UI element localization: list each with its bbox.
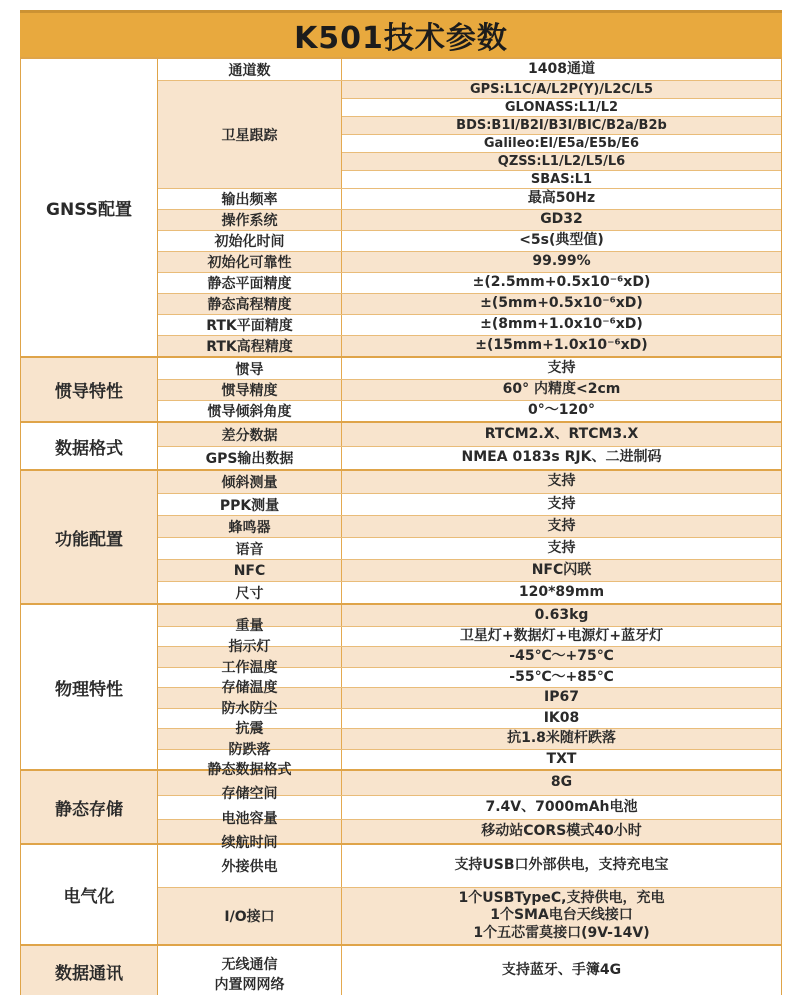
param-label <box>158 401 342 421</box>
param-label <box>158 210 342 230</box>
param-value <box>342 647 781 667</box>
param-value-text: 支持 <box>547 495 576 512</box>
table-row <box>158 335 781 356</box>
param-label-text: 存储空间 <box>221 786 278 802</box>
param-value <box>342 189 781 209</box>
param-label <box>158 315 342 335</box>
table-row <box>158 605 781 635</box>
satellite-band-value: GPS:L1C/A/L2P(Y)/L2C/L5 <box>342 81 781 98</box>
param-value <box>342 560 781 581</box>
param-value-text: IK08 <box>543 709 580 726</box>
table-row <box>158 423 781 446</box>
param-value-text: 支持 <box>547 517 576 534</box>
param-value-text: 支持蓝牙、手簿4G <box>501 962 622 979</box>
satellite-band-value: GLONASS:L1/L2 <box>342 98 781 116</box>
table-row <box>158 493 781 515</box>
table-row <box>158 887 781 944</box>
table-row <box>158 314 781 335</box>
table-row <box>158 946 781 995</box>
param-value-text: 1408通道 <box>528 60 595 77</box>
param-value-line: 1个SMA电台天线接口 <box>490 907 633 924</box>
param-label-text: 卫星跟踪 <box>221 127 278 144</box>
category-cell <box>21 471 158 603</box>
param-label <box>158 252 342 272</box>
section-rows <box>158 423 781 469</box>
param-label-text: 倾斜测量 <box>221 475 278 491</box>
param-value <box>342 447 781 469</box>
table-title: K501技术参数 <box>294 21 508 56</box>
param-label-text: 通道数 <box>228 62 271 79</box>
section-rows <box>158 358 781 421</box>
category-cell <box>21 946 158 995</box>
table-row <box>158 379 781 400</box>
param-label-text: 无线通信 <box>221 957 278 973</box>
table-row <box>158 537 781 559</box>
table-row <box>158 446 781 469</box>
param-value <box>342 820 781 843</box>
param-label <box>158 471 342 493</box>
param-label-text: 语音 <box>235 541 264 558</box>
param-value-text: ±(2.5mm+0.5x10⁻⁶xD) <box>472 274 651 291</box>
param-label <box>158 946 342 995</box>
param-label <box>158 189 342 209</box>
param-label <box>158 59 342 80</box>
table-row <box>158 559 781 581</box>
param-value-text: 0°～120° <box>528 402 595 419</box>
spec-section <box>21 356 781 421</box>
param-value-text: ±(5mm+0.5x10⁻⁶xD) <box>480 295 643 312</box>
param-label <box>158 582 342 603</box>
param-value <box>342 796 781 819</box>
spec-section <box>21 769 781 851</box>
param-value <box>342 538 781 559</box>
satellite-band-value: SBAS:L1 <box>342 170 781 188</box>
param-value <box>342 210 781 230</box>
param-value <box>342 494 781 515</box>
param-value <box>342 750 781 770</box>
param-value-text: 支持USB口外部供电，支持充电宝 <box>454 857 669 874</box>
param-value-text: 120*89mm <box>518 583 605 600</box>
spec-section <box>21 421 781 469</box>
param-value <box>342 771 781 795</box>
param-value-text: 7.4V、7000mAh电池 <box>485 798 638 815</box>
param-label <box>158 494 342 515</box>
param-label <box>158 538 342 559</box>
param-value-text: 0.63kg <box>534 606 589 623</box>
spec-section <box>21 57 781 356</box>
param-label-text: 存储温度 <box>221 680 278 697</box>
param-label-text: 电池容量 <box>221 810 278 827</box>
section-rows <box>158 845 781 944</box>
param-label-text: GPS输出数据 <box>205 451 294 467</box>
table-title-bar <box>20 10 782 57</box>
spec-section <box>21 843 781 944</box>
param-value-text: -55℃～+85℃ <box>509 668 614 685</box>
param-value <box>342 471 781 493</box>
param-value-text: IP67 <box>544 689 579 705</box>
param-value <box>342 315 781 335</box>
param-label-text: 静态高程精度 <box>207 297 292 313</box>
param-value-text: 最高50Hz <box>527 190 596 207</box>
param-label-text: 初始化可靠性 <box>207 255 292 271</box>
category-label: 物理特性 <box>55 679 123 700</box>
param-value <box>342 688 781 708</box>
satellite-band-value: Galileo:El/E5a/E5b/E6 <box>342 134 781 152</box>
satellite-band-value: QZSS:L1/L2/L5/L6 <box>342 152 781 170</box>
param-value-text: 60° 内精度<2cm <box>502 381 621 398</box>
param-label <box>158 423 342 446</box>
table-row <box>158 230 781 251</box>
param-label-text: 续航时间 <box>221 834 278 851</box>
param-label-text: PPK测量 <box>219 497 280 514</box>
param-value <box>342 336 781 356</box>
param-value-text: NFC闪联 <box>531 561 592 578</box>
param-value-text: 支持 <box>547 359 576 376</box>
param-label-text: 惯导倾斜角度 <box>207 404 292 420</box>
param-value <box>342 668 781 688</box>
param-value-text: 99.99% <box>532 253 591 270</box>
satellite-band-list <box>342 81 781 188</box>
category-label: 惯导特性 <box>55 382 123 402</box>
param-label-text: 重量 <box>235 618 264 635</box>
category-label: 电气化 <box>63 887 115 907</box>
table-row <box>158 358 781 379</box>
category-cell <box>21 605 158 769</box>
param-value <box>342 401 781 421</box>
section-rows <box>158 471 781 603</box>
category-label: 静态存储 <box>55 799 123 820</box>
param-label-text: 防跌落 <box>228 741 271 758</box>
param-label-text: 工作温度 <box>221 659 278 676</box>
category-cell <box>21 845 158 944</box>
param-label-text: 抗震 <box>235 721 264 738</box>
sections-root <box>20 57 782 995</box>
param-label-text: RTK高程精度 <box>206 339 293 355</box>
category-label: 数据通讯 <box>55 963 123 984</box>
param-label-text: 指示灯 <box>228 639 271 656</box>
param-value <box>342 380 781 400</box>
param-label-text: 初始化时间 <box>214 234 285 250</box>
section-rows <box>158 605 781 779</box>
param-label-text: 静态平面精度 <box>207 276 292 292</box>
param-value-text: 卫星灯+数据灯+电源灯+蓝牙灯 <box>459 627 664 644</box>
param-value <box>342 294 781 314</box>
table-row <box>158 188 781 209</box>
table-row <box>158 581 781 603</box>
table-row <box>158 471 781 493</box>
param-label <box>158 560 342 581</box>
param-value <box>342 273 781 293</box>
spec-section <box>21 603 781 779</box>
param-label-text: NFC <box>233 562 266 579</box>
param-value <box>342 946 781 995</box>
table-row <box>158 515 781 537</box>
param-label <box>158 294 342 314</box>
spec-table <box>20 10 782 995</box>
table-row <box>158 293 781 314</box>
table-row <box>158 251 781 272</box>
param-label-text: 差分数据 <box>221 427 278 444</box>
param-value <box>342 709 781 729</box>
param-label-text: 惯导精度 <box>221 383 278 399</box>
param-label-text: 防水防尘 <box>221 700 278 717</box>
param-value <box>342 59 781 80</box>
param-value-text: RTCM2.X、RTCM3.X <box>484 425 639 442</box>
param-value-text: 支持 <box>547 539 576 556</box>
param-value-text: NMEA 0183s RJK、二进制码 <box>461 449 662 466</box>
param-value <box>342 358 781 379</box>
param-label <box>158 336 342 356</box>
table-row <box>158 272 781 293</box>
param-label <box>158 380 342 400</box>
table-row <box>158 59 781 80</box>
param-label <box>158 447 342 469</box>
param-value-text: GD32 <box>540 211 583 228</box>
param-label-text: 静态数据格式 <box>207 762 292 779</box>
category-cell <box>21 358 158 421</box>
param-label <box>158 888 342 944</box>
spec-section <box>21 944 781 995</box>
param-value-text: 移动站CORS模式40小时 <box>481 822 642 839</box>
param-value <box>342 516 781 537</box>
param-value-text: TXT <box>546 750 577 767</box>
param-value <box>342 423 781 446</box>
param-label-text: 蜂鸣器 <box>228 519 271 536</box>
param-label-text: 操作系统 <box>221 213 278 229</box>
param-value-text: <5s(典型值) <box>519 232 604 249</box>
param-value-text: -45℃～+75℃ <box>509 648 614 664</box>
category-cell <box>21 771 158 843</box>
table-row <box>158 80 781 188</box>
param-label-text: I/O接口 <box>224 909 275 925</box>
category-label: 功能配置 <box>55 529 123 550</box>
satellite-group-label <box>158 81 342 188</box>
param-value <box>342 252 781 272</box>
param-label-text: 外接供电 <box>221 859 278 875</box>
param-value <box>342 605 781 626</box>
param-label-text: 尺寸 <box>235 585 264 602</box>
param-label-text: 输出频率 <box>221 192 278 208</box>
param-label <box>158 273 342 293</box>
param-value-text: 支持 <box>547 473 576 490</box>
category-label: GNSS配置 <box>46 200 132 220</box>
param-value-line: 1个USBTypeC,支持供电，充电 <box>458 889 665 906</box>
param-value <box>342 729 781 749</box>
param-label <box>158 516 342 537</box>
table-row <box>158 400 781 421</box>
param-value-line: 1个五芯雷莫接口(9V-14V) <box>473 924 650 941</box>
param-value <box>342 845 781 887</box>
param-label <box>158 358 342 379</box>
category-cell <box>21 423 158 469</box>
param-value-text: 8G <box>550 774 573 791</box>
param-label-text: 惯导 <box>235 361 264 378</box>
category-cell <box>21 59 158 356</box>
satellite-band-value: BDS:B1I/B2I/B3I/BIC/B2a/B2b <box>342 116 781 134</box>
param-value-text: ±(15mm+1.0x10⁻⁶xD) <box>475 337 648 354</box>
table-row <box>158 209 781 230</box>
param-label <box>158 605 342 635</box>
category-label: 数据格式 <box>55 438 123 459</box>
param-value <box>342 582 781 603</box>
section-rows <box>158 771 781 851</box>
param-label-text: RTK平面精度 <box>206 318 293 334</box>
param-value-text: ±(8mm+1.0x10⁻⁶xD) <box>480 316 643 333</box>
param-value <box>342 888 781 944</box>
param-label-text: 内置网网络 <box>214 977 285 993</box>
param-label <box>158 231 342 251</box>
spec-section <box>21 469 781 603</box>
section-rows <box>158 946 781 995</box>
section-rows <box>158 59 781 356</box>
param-value <box>342 627 781 647</box>
param-value-text: 抗1.8米随杆跌落 <box>507 730 616 746</box>
param-value <box>342 231 781 251</box>
